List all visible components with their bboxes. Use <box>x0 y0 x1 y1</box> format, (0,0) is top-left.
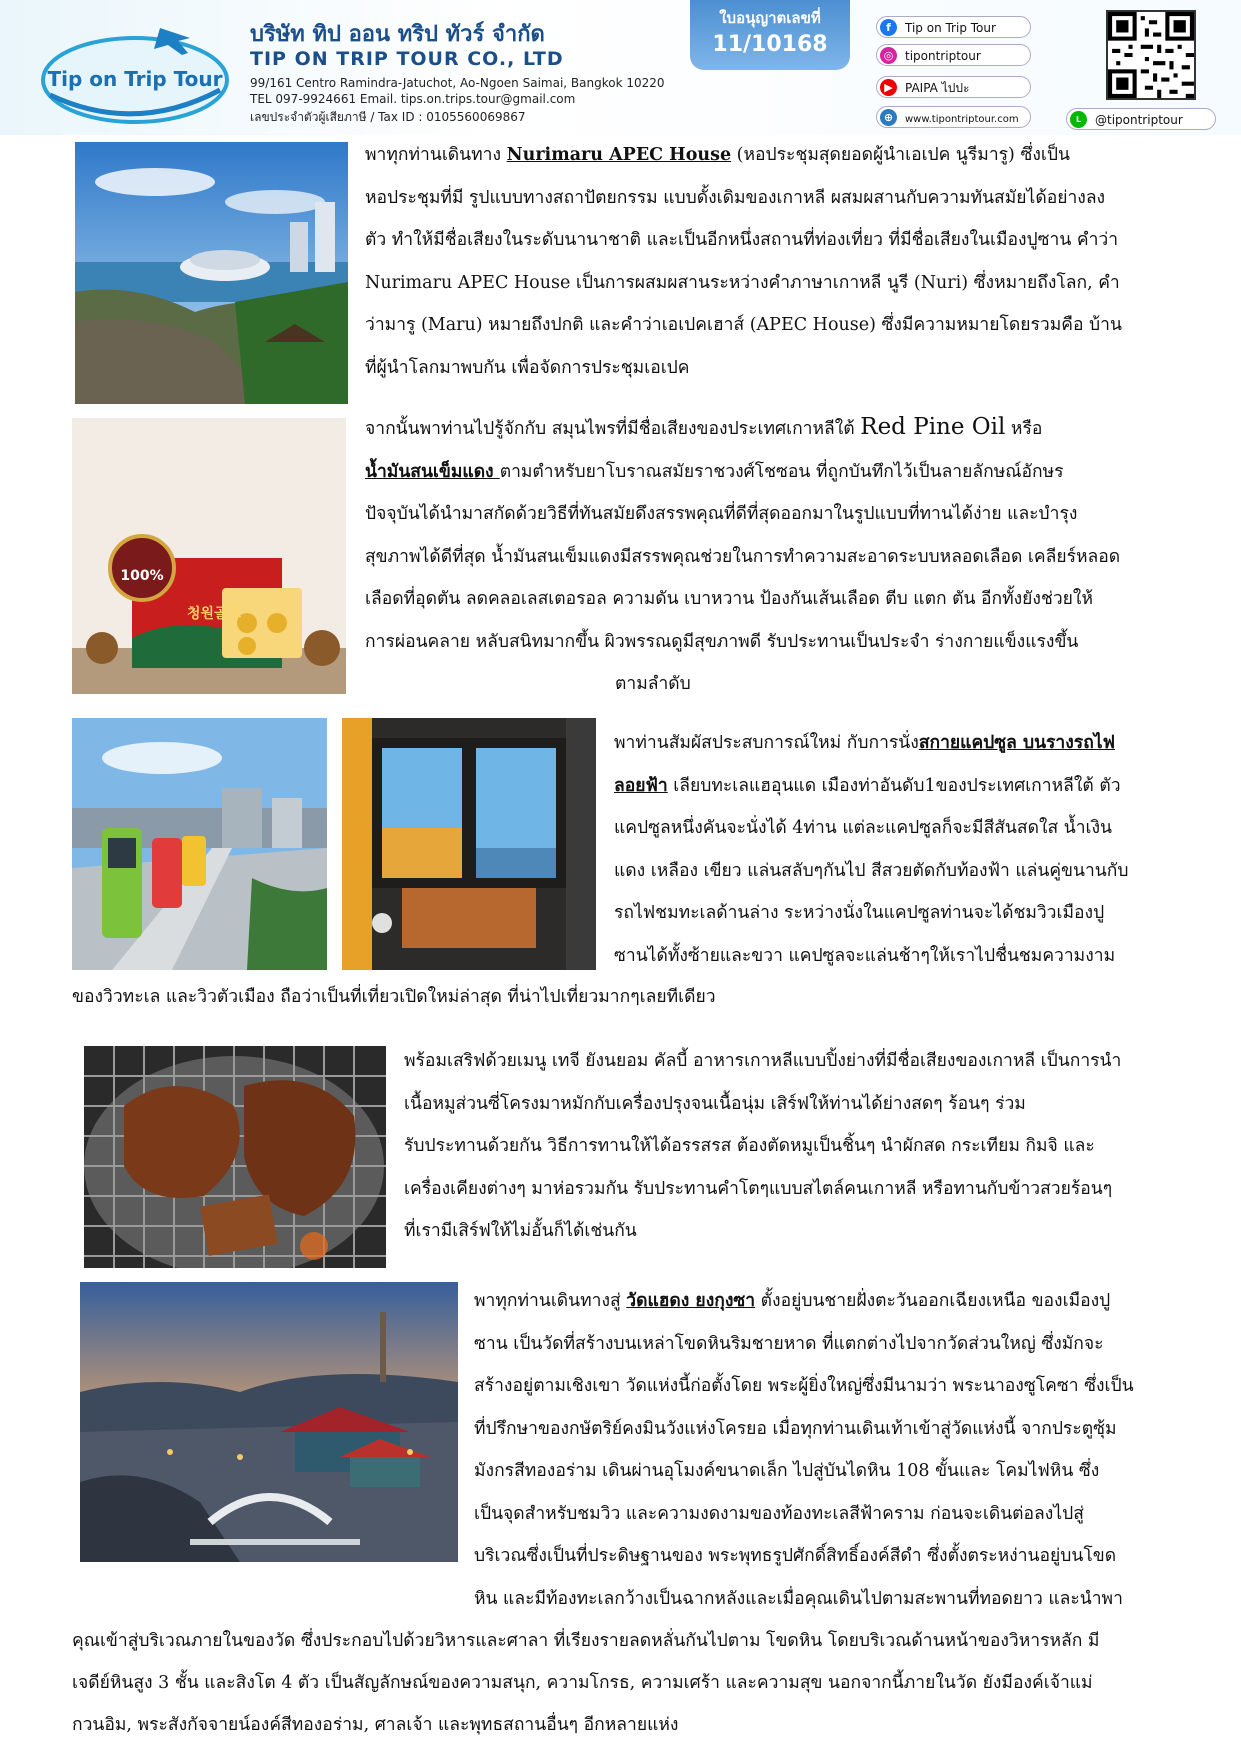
instagram-label: tipontriptour <box>905 49 981 63</box>
text-line: เครื่องเคียงต่างๆ มาห่อรวมกัน รับประทานคำโตๆแบบสไตล์คนเกาหลี หรือทานกับข้าวสวยร้อนๆ <box>404 1178 1113 1199</box>
product-name: 청원골드 <box>187 606 242 622</box>
korean-bbq-photo <box>84 1046 386 1268</box>
red-pine-oil-link[interactable]: น้ำมันสนเข็มแดง <box>365 461 500 482</box>
text-line: หิน และมีท้องทะเลกว้างเป็นฉากหลังและเมื่อคุณเดินไปตามสะพานที่ทอดยาว และนำพา <box>474 1588 1123 1609</box>
qr-code <box>1106 10 1196 100</box>
facebook-label: Tip on Trip Tour <box>905 21 996 35</box>
text-line: ตามลำดับ <box>615 674 691 694</box>
line-link[interactable] <box>1066 108 1216 130</box>
nurimaru-text <box>365 134 1190 389</box>
facebook-icon: f <box>880 19 897 36</box>
text-span: เลียบทะเลแฮอุนแด เมืองท่าอันดับ1ของประเทศเกาหลีใต้ ตัว <box>667 775 1121 796</box>
text-line: ซานได้ทั้งซ้ายและขวา แคปซูลจะแล่นช้าๆให้เราไปชื่นชมความงาม <box>614 945 1116 966</box>
text-line <box>474 1280 1209 1323</box>
red-pine-oil-text <box>365 406 1190 706</box>
youtube-label: PAIPA ไปปะ <box>905 81 970 95</box>
text-line: ซาน เป็นวัดที่สร้างบนเหล่าโขดหินริมชายหาด ที่แตกต่างไปจากวัดส่วนใหญ่ ซึ่งมักจะ <box>474 1333 1104 1354</box>
text-line: การผ่อนคลาย หลับสนิทมากขึ้น ผิวพรรณดูมีสุขภาพดี รับประทานเป็นประจำ ร่างกายแข็งแรงขึ้น <box>365 631 1079 652</box>
text-line: ที่ผู้นำโลกมาพบกัน เพื่อจัดการประชุมเอเปค <box>365 357 690 378</box>
text-line: ที่เรามีเสิร์ฟให้ไม่อั้นก็ได้เช่นกัน <box>404 1221 637 1241</box>
text-line: หอประชุมที่มี รูปแบบทางสถาปัตยกรรม แบบดั้งเดิมของเกาหลี ผสมผสานกับความทันสมัยได้อย่างลง <box>365 187 1106 208</box>
youtube-link[interactable] <box>876 76 1031 98</box>
text-line <box>614 722 1204 765</box>
red-pine-oil-product-photo <box>72 418 346 694</box>
temple-text-tail <box>72 1620 1212 1746</box>
company-name-english: TIP ON TRIP TOUR CO., LTD <box>250 48 564 70</box>
text-span: หรือ <box>1005 419 1043 439</box>
website-label: www.tipontriptour.com <box>905 114 1019 125</box>
text-line: เป็นจุดสำหรับชมวิว และความงดงามของท้องทะเลสีฟ้าคราม ก่อนจะเดินต่อลงไปสู่ <box>474 1503 1084 1524</box>
globe-icon: ⊕ <box>880 109 897 126</box>
company-name-thai: บริษัท ทิป ออน ทริป ทัวร์ จำกัด <box>250 22 545 47</box>
sky-capsule-link-2[interactable]: ลอยฟ้า <box>614 775 668 796</box>
text-line: ว่ามารู (Maru) หมายถึงปกติ และคำว่าเอเปคเฮาส์ (APEC House) ซึ่งมีความหมายโดยรวมคือ บ้าน <box>365 315 1122 335</box>
text-line: มังกรสีทองอร่าม เดินผ่านอุโมงค์ขนาดเล็ก ไปสู่บันไดหิน 108 ขั้นและ โคมไฟหิน ซึ่ง <box>474 1461 1100 1481</box>
line-label: @tipontriptour <box>1095 113 1183 127</box>
text-line: บริเวณซึ่งเป็นที่ประดิษฐานของ พระพุทธรูปศักดิ์สิทธิ์องค์สีดำ ซึ่งตั้งตระหง่านอยู่บนโขด <box>474 1546 1117 1566</box>
text-span: จากนั้นพาท่านไปรู้จักกับ สมุนไพรที่มีชื่อเสียงของประเทศเกาหลีใต้ <box>365 419 861 439</box>
korean-bbq-text <box>404 1040 1204 1253</box>
text-line: รถไฟชมทะเลด้านล่าง ระหว่างนั่งในแคปซูลท่านจะได้ชมวิวเมืองปู <box>614 903 1105 923</box>
text-line: ตัว ทำให้มีชื่อเสียงในระดับนานาชาติ และเป็นอีกหนึ่งสถานที่ท่องเที่ยว ที่มีชื่อเสียงในเมืองปูซาน คำว่า <box>365 230 1119 250</box>
facebook-link[interactable] <box>876 16 1031 38</box>
text-line: แคปซูลหนึ่งคันจะนั่งได้ 4ท่าน แต่ละแคปซูลก็จะมีสีสันสดใส น้ำเงิน <box>614 818 1113 838</box>
nurimaru-link[interactable]: Nurimaru APEC House <box>506 145 732 165</box>
haedong-yonggungsa-temple-photo <box>80 1282 458 1562</box>
website-link[interactable] <box>876 106 1031 128</box>
instagram-icon: ◎ <box>880 47 897 64</box>
text-line: คุณเข้าสู่บริเวณภายในของวัด ซึ่งประกอบไปด้วยวิหารและศาลา ที่เรียงรายลดหลั่นกันไปตาม โขดหิน โดยบริเวณด้านหน้าของวิหารหลัก มี <box>72 1631 1100 1651</box>
license-label: ใบอนุญาตเลขที่ <box>719 9 821 27</box>
text-span: ตั้งอยู่บนชายฝั่งตะวันออกเฉียงเหนือ ของเมืองปู <box>755 1291 1111 1311</box>
text-line: กวนอิม, พระสังกัจจายน์องค์สีทองอร่าม, ศาลเจ้า และพุทธสถานอื่นๆ อีกหลายแห่ง <box>72 1715 679 1735</box>
text-line: แดง เหลือง เขียว แล่นสลับๆกันไป สีสวยตัดกับท้องฟ้า แล่นคู่ขนานกับ <box>614 860 1129 881</box>
temple-text <box>474 1280 1209 1620</box>
text-line <box>365 134 1190 177</box>
text-span: ตามตำหรับยาโบราณสมัยราชวงศ์โชซอน ที่ถูกบันทึกไว้เป็นลายลักษณ์อักษร <box>499 461 1064 482</box>
text-line: เจดีย์หินสูง 3 ชั้น และสิงโต 4 ตัว เป็นสัญลักษณ์ของความสนุก, ความโกรธ, ความเศร้า และความสุข นอกจากนี้ภายในวัด ยังมีองค์เจ้าแม่ <box>72 1673 1093 1693</box>
text-line: ของวิวทะเล และวิวตัวเมือง ถือว่าเป็นที่เที่ยวเปิดใหม่ล่าสุด ที่น่าไปเที่ยวมากๆเลยทีเดียว <box>72 987 716 1007</box>
sky-capsule-track-photo <box>72 718 327 970</box>
text-line: สร้างอยู่ตามเชิงเขา วัดแห่งนี้ก่อตั้งโดย พระผู้ยิ่งใหญ่ซึ่งมีนามว่า พระนาองซูโคซา ซึ่งเป็น <box>474 1376 1134 1396</box>
text-line: ปัจจุบันได้นำมาสกัดด้วยวิธีที่ทันสมัยดึงสรรพคุณที่ดีที่สุดออกมาในรูปแบบที่ทานได้ง่าย และบำรุง <box>365 504 1078 524</box>
nurimaru-apec-house-photo <box>75 142 348 404</box>
temple-link[interactable]: วัดแฮดง ยงกุงซา <box>626 1291 756 1311</box>
text-line: สุขภาพได้ดีที่สุด น้ำมันสนเข็มแดงมีสรรพคุณช่วยในการทำความสะอาดระบบหลอดเลือด เคลียร์หลอด <box>365 546 1121 567</box>
text-span: พาท่านสัมผัสประสบการณ์ใหม่ กับการนั่ง <box>614 733 919 753</box>
line-icon: L <box>1070 111 1087 128</box>
text-line: พร้อมเสริฟด้วยเมนู เทจี ยังนยอม คัลบี้ อาหารเกาหลีแบบปิ้งย่างที่มีชื่อเสียงของเกาหลี เป็นการนำ <box>404 1051 1122 1071</box>
sky-capsule-interior-photo <box>342 718 596 970</box>
company-logo <box>40 20 230 125</box>
sky-capsule-text-tail <box>72 976 1202 1019</box>
text-span: (หอประชุมสุดยอดผู้นำเอเปค นูรีมารู) ซึ่งเป็น <box>731 145 1070 165</box>
text-span: พาทุกท่านเดินทาง <box>365 145 507 165</box>
sky-capsule-text <box>614 722 1204 977</box>
company-contact: TEL 097-9924661 Email. tips.on.trips.tour@gmail.com <box>250 92 576 106</box>
text-line: เนื้อหมูส่วนซี่โครงมาหมักกับเครื่องปรุงจนเนื้อนุ่ม เสิร์ฟให้ท่านได้ย่างสดๆ ร้อนๆ ร่วม <box>404 1093 1026 1114</box>
text-line: Nurimaru APEC House เป็นการผสมผสานระหว่างคำภาษาเกาหลี นูรี (Nuri) ซึ่งหมายถึงโลก, คำ <box>365 272 1120 293</box>
company-address: 99/161 Centro Ramindra-Jatuchot, Ao-Ngoen Saimai, Bangkok 10220 <box>250 76 665 90</box>
license-number: 11/10168 <box>712 32 828 57</box>
product-badge: 100% <box>120 568 164 584</box>
text-line: ที่ปรึกษาของกษัตริย์คงมินวังแห่งโครยอ เมื่อทุกท่านเดินเท้าเข้าสู่วัดแห่งนี้ จากประตูซุ้ม <box>474 1418 1117 1439</box>
logo-text: Tip on Trip Tour <box>47 67 223 91</box>
red-pine-oil-title: Red Pine Oil <box>860 414 1006 440</box>
sky-capsule-link[interactable]: สกายแคปซูล บนรางรถไฟ <box>918 733 1115 753</box>
text-line <box>365 406 1190 451</box>
text-line <box>365 451 1190 494</box>
text-line <box>614 765 1204 808</box>
youtube-icon: ▶ <box>880 79 897 96</box>
text-line: เลือดที่อุดตัน ลดคลอเลสเตอรอล ความดัน เบาหวาน ป้องกันเส้นเลือด ตีบ แตก ตัน อีกทั้งยังช่วยให้ <box>365 589 1094 609</box>
text-line: รับประทานด้วยกัน วิธีการทานให้ได้อรรสรส ต้องตัดหมูเป็นชิ้นๆ นำผักสด กระเทียม กิมจิ และ <box>404 1136 1095 1156</box>
text-span: พาทุกท่านเดินทางสู่ <box>474 1291 627 1311</box>
company-tax-id: เลขประจำตัวผู้เสียภาษี / Tax ID : 0105560069867 <box>250 110 526 124</box>
instagram-link[interactable] <box>876 44 1031 66</box>
